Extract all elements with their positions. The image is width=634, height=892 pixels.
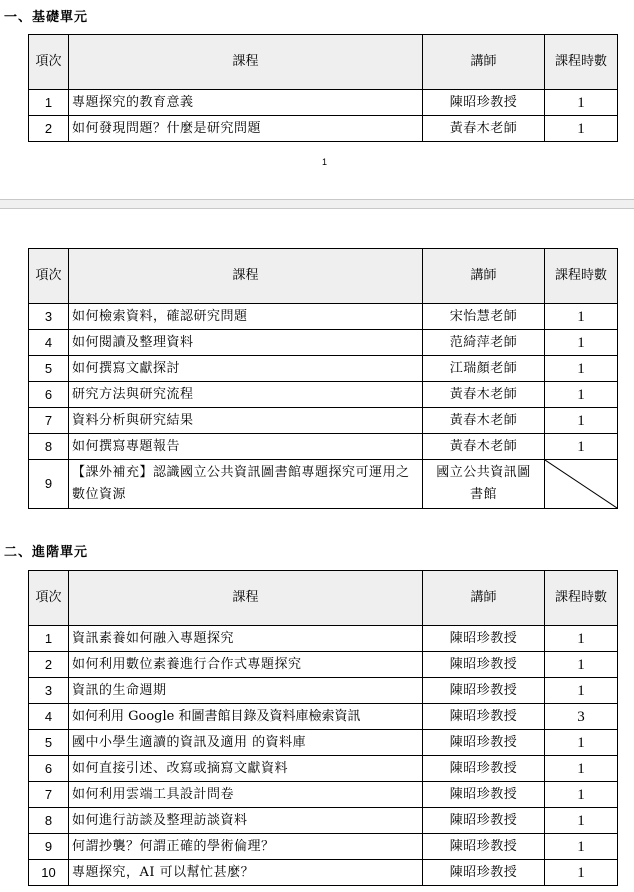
row-hours: 1 [545,434,618,460]
row-hours: 1 [545,782,618,808]
row-instructor: 黃春木老師 [423,408,545,434]
header-instructor: 講師 [423,35,545,90]
page-break-divider [0,199,634,209]
row-index: 10 [29,860,69,886]
row-hours: 1 [545,304,618,330]
row-index: 6 [29,382,69,408]
table-row [29,382,618,408]
row-course: 資訊素養如何融入專題探究 [69,626,423,652]
row-index: 7 [29,782,69,808]
row-hours: 1 [545,626,618,652]
header-instructor: 講師 [423,571,545,626]
row-instructor: 陳昭珍教授 [423,678,545,704]
row-hours: 1 [545,756,618,782]
row-hours-empty [545,460,618,509]
row-hours: 1 [545,356,618,382]
table-row [29,90,618,116]
row-instructor: 陳昭珍教授 [423,652,545,678]
row-hours: 3 [545,704,618,730]
row-index: 8 [29,808,69,834]
row-index: 1 [29,90,69,116]
row-hours: 1 [545,730,618,756]
diagonal-line [545,460,617,508]
row-instructor: 范綺萍老師 [423,330,545,356]
header-index: 項次 [29,35,69,90]
row-index: 2 [29,652,69,678]
row-course: 如何檢索資料，確認研究問題 [69,304,423,330]
row-instructor: 國立公共資訊圖書館 [423,460,545,509]
header-hours: 課程時數 [545,571,618,626]
header-hours: 課程時數 [545,35,618,90]
row-index: 4 [29,330,69,356]
row-course: 研究方法與研究流程 [69,382,423,408]
table-row [29,304,618,330]
header-index: 項次 [29,249,69,304]
table-row [29,652,618,678]
row-index: 9 [29,460,69,509]
row-hours: 1 [545,408,618,434]
table-row [29,434,618,460]
row-course: 如何利用 Google 和圖書館目錄及資料庫檢索資訊 [69,704,423,730]
row-instructor: 陳昭珍教授 [423,704,545,730]
table-row [29,460,618,509]
row-instructor: 宋怡慧老師 [423,304,545,330]
row-instructor: 陳昭珍教授 [423,90,545,116]
section-title-basic: 一、基礎單元 [4,10,89,25]
row-course: 資料分析與研究結果 [69,408,423,434]
row-instructor: 陳昭珍教授 [423,860,545,886]
row-course: 如何利用數位素養進行合作式專題探究 [69,652,423,678]
row-instructor: 黃春木老師 [423,382,545,408]
row-instructor: 陳昭珍教授 [423,782,545,808]
row-index: 5 [29,356,69,382]
table-row [29,678,618,704]
row-hours: 1 [545,330,618,356]
row-index: 5 [29,730,69,756]
table-row [29,808,618,834]
table-row [29,860,618,886]
header-course: 課程 [69,571,423,626]
header-index: 項次 [29,571,69,626]
row-course: 如何發現問題？什麼是研究問題 [69,116,423,142]
row-course: 如何閱讀及整理資料 [69,330,423,356]
row-course: 資訊的生命週期 [69,678,423,704]
section-title-advanced: 二、進階單元 [4,545,89,560]
row-index: 3 [29,304,69,330]
table-row [29,756,618,782]
row-course: 專題探究的教育意義 [69,90,423,116]
row-index: 4 [29,704,69,730]
table-row [29,116,618,142]
row-instructor: 江瑞顏老師 [423,356,545,382]
table-row [29,626,618,652]
course-table-advanced [28,570,618,886]
row-hours: 1 [545,860,618,886]
row-hours: 1 [545,116,618,142]
row-hours: 1 [545,382,618,408]
header-instructor: 講師 [423,249,545,304]
header-course: 課程 [69,35,423,90]
row-course: 如何直接引述、改寫或摘寫文獻資料 [69,756,423,782]
row-instructor: 陳昭珍教授 [423,730,545,756]
row-index: 6 [29,756,69,782]
row-instructor: 陳昭珍教授 [423,756,545,782]
row-index: 9 [29,834,69,860]
row-course: 【課外補充】認識國立公共資訊圖書館專題探究可運用之數位資源 [69,460,423,509]
row-course: 何謂抄襲？何謂正確的學術倫理？ [69,834,423,860]
row-course: 如何進行訪談及整理訪談資料 [69,808,423,834]
row-instructor: 陳昭珍教授 [423,808,545,834]
row-index: 2 [29,116,69,142]
row-course: 如何撰寫文獻探討 [69,356,423,382]
row-hours: 1 [545,652,618,678]
header-hours: 課程時數 [545,249,618,304]
table-header-row [29,571,618,626]
header-course: 課程 [69,249,423,304]
table-header-row [29,249,618,304]
table-row [29,408,618,434]
row-index: 7 [29,408,69,434]
row-hours: 1 [545,834,618,860]
row-instructor: 黃春木老師 [423,116,545,142]
row-course: 國中小學生適讀的資訊及適用 的資料庫 [69,730,423,756]
row-instructor: 黃春木老師 [423,434,545,460]
row-course: 專題探究，AI 可以幫忙甚麼？ [69,860,423,886]
table-row [29,356,618,382]
row-index: 3 [29,678,69,704]
row-instructor: 陳昭珍教授 [423,626,545,652]
table-row [29,730,618,756]
page-number: 1 [322,157,328,167]
table-header-row [29,35,618,90]
row-instructor: 陳昭珍教授 [423,834,545,860]
row-hours: 1 [545,808,618,834]
course-table-basic-page1 [28,34,618,142]
row-index: 8 [29,434,69,460]
table-row [29,704,618,730]
row-hours: 1 [545,678,618,704]
row-index: 1 [29,626,69,652]
table-row [29,834,618,860]
row-course: 如何利用雲端工具設計問卷 [69,782,423,808]
row-course: 如何撰寫專題報告 [69,434,423,460]
row-hours: 1 [545,90,618,116]
course-table-basic-page2 [28,248,618,509]
table-row [29,330,618,356]
table-row [29,782,618,808]
